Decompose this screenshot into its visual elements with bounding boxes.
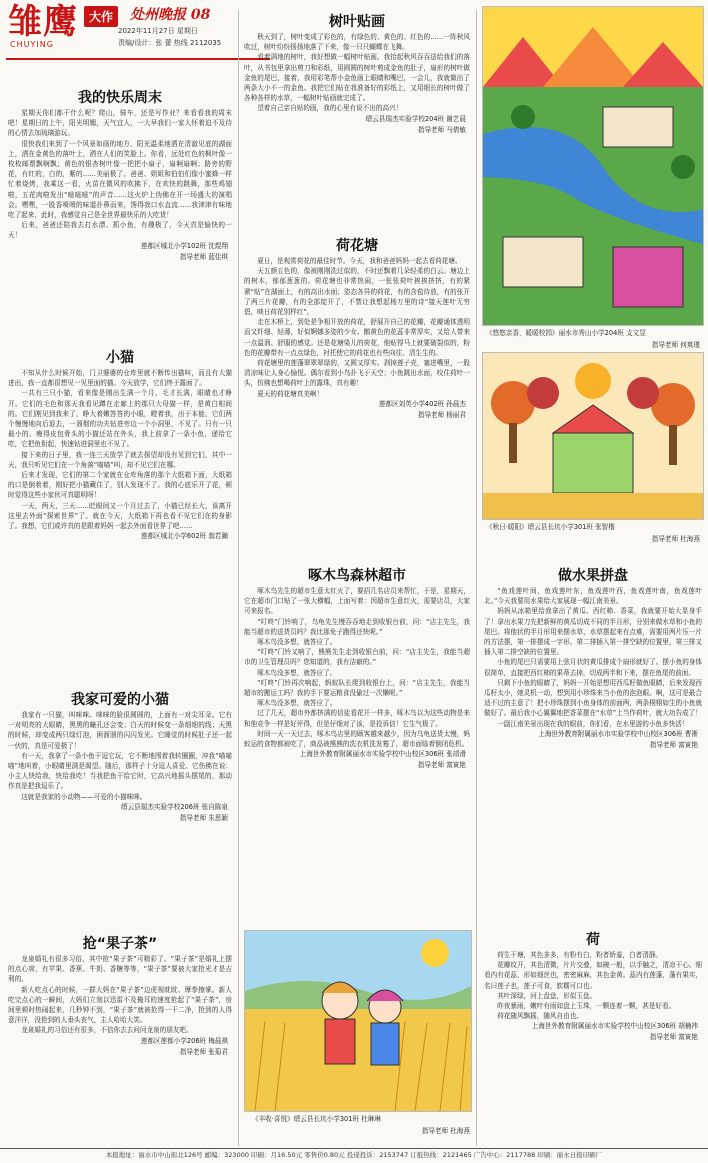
teacher-line: 指导老师 富寅艳 — [417, 761, 466, 770]
paragraph: 新人吃点心的时候，一群大妈在“果子茶”边虎视眈眈、摩拳擦掌。新人吃完点心的一瞬间，大妈们立刻以迅雷不及掩耳的速度抢起了“果子茶”，房间里顿时热闹起来，几秒钟不到，“果子茶”就被抢得一干二净，抢到的人得意洋洋，没抢到的人垂头丧气，主人哈哈大笑。 — [8, 985, 232, 1025]
artwork-teacher: 指导老师 杜海燕 — [421, 1127, 470, 1135]
artwork-teacher: 指导老师 杜海燕 — [651, 535, 700, 543]
artwork-harvest — [244, 930, 472, 1112]
article-title: 抢“果子茶” — [82, 936, 158, 952]
paragraph: 小鱼的尾巴只需要用上弦月状的黄瓜排成个扇形就好了。摆小鱼的身体很简单，直接把西红柿的果蒂去掉，切成两半和下来，摆在鱼尾的前面。 — [484, 658, 702, 677]
paragraph: 秋天到了，树叶变成了彩色的，有绿色的、黄色的、红色的……一阵秋风吹过，树叶纷纷扬扬地落了下来，像一只只蝴蝶在飞舞。 — [244, 33, 470, 52]
paragraph: “鱼戏莲叶间，鱼戏莲叶东，鱼戏莲叶西，鱼戏莲叶南，鱼戏莲叶北。”今天我要用水果给大家展现一幅江南美景。 — [484, 587, 702, 606]
section-tag: 大作 — [84, 6, 118, 27]
paragraph: 啄木鸟没多想，就答应了。 — [257, 668, 337, 677]
author-line: 上海世外教育附属丽水市实验学校中山校区306班 张靖滑 — [299, 750, 466, 759]
paragraph: 龙泉婚礼有很多习俗，其中抢“果子茶”可精彩了。“果子茶”是婚礼上摆的点心席，有苹果、香蕉、牛奶、香糖等等，“果子茶”要被大家抢光才是吉利的。 — [8, 955, 232, 984]
author-line: 缙云县瑞杰实验学校204班 谢艺晨 — [365, 114, 466, 123]
paragraph: 龙泉婚礼的习俗还有很多，不信你去去问问龙泉的朋友吧。 — [21, 1026, 193, 1035]
teacher-line: 指导老师 蓝佳琪 — [179, 252, 228, 261]
article-weekend — [8, 88, 232, 344]
column-divider — [238, 10, 239, 1146]
paragraph: 只剩下小鱼的眼睛了，妈妈一开始是想用西瓜籽做鱼眼睛，后来发现西瓜籽太小，她灵机一动，想到用小珍珠来当小鱼的泡泡眼。啊，这可是最合适不过的主意了！把小珍珠摆到小鱼身体的前面两，两条栩栩如生的小鱼就做好了。最后我小心翼翼地把香菜摆在“水草”上当作荷叶，就大功告成了！ — [484, 678, 702, 718]
paragraph: 荷生干塘，其色多多，有粉有白，粉者娇羞，白者清静。 — [497, 951, 663, 959]
artwork-caption: 《秋日·暖阳》缙云县长坑小学301班 张智楷 — [486, 523, 615, 531]
artwork-campus — [482, 6, 704, 326]
teacher-line: 指导老师 富寅艳 — [649, 1033, 698, 1042]
paragraph: “叮咚”门铃再次响起，蚂蚁队长爬到收银台上，问：“店主先生，我能当超市的搬运工吗？我的手下要运粮食没偷过一次懒呢。” — [244, 678, 470, 698]
article-kitten — [8, 348, 232, 684]
author-line: 缙云县瑞杰实验学校206班 张自陈泉 — [121, 802, 228, 811]
article-lotus-poem — [484, 930, 702, 1144]
paragraph: 昨夜暴雨，嫩叶有雨如盘上玉珠，一颗连着一颗，甚是好看。 — [497, 1002, 676, 1011]
author-line: 上海世外教育附属丽水市实验学校中山校区306班 曹淅 — [538, 729, 698, 738]
teacher-line: 指导老师 富寅艳 — [649, 740, 698, 749]
article-title: 我家可爱的小猫 — [71, 692, 169, 708]
article-leaf-art — [244, 12, 470, 236]
paragraph: 看着满地的树叶，我好想做一幅树叶贴画。我拾起秋风吞吞送给我们的落叶，从书包里拿出剪刀和彩纸，用圆圆的树叶剪成金鱼的肚子，扇形的树叶做金鱼的尾巴，接着，我用彩笔帮小金鱼画上眼睛和嘴巴，一会儿，我就做出了两条大小不一的金鱼。我把它们贴在我准备好的彩纸上，又用细长的树叶做了各种各样的水草，一幅树叶贴画就完成了。 — [244, 53, 470, 103]
paragraph: 走在木桥上，到处是争相开放的荷花，舒展开自己的花瓣，花瓣通体透明而又纤细、轻薄，好似婀娜多姿的少女。鹅黄色的花蕊非常厚实，又给人带来一点温润、舒服的感觉。还是花塘染儿的荷花，他贴得马上就要破裂似的，粉色的花瓣带有一点点绿色，衬托使它的荷花也有些向往、清生生的。 — [244, 318, 470, 357]
article-fruit-fight — [8, 934, 232, 1144]
artwork-caption: 《悠悠亲香，暖暖校园》丽水市秀山小学204班 支文昱 — [486, 329, 646, 337]
paragraph: 啄木鸟没多想，就答应了。 — [257, 699, 337, 708]
author-line: 莲都区城北小学602班 翁若瀚 — [140, 532, 228, 541]
paragraph: 夏日，是观赏荷花的最佳时节。今天，我和爸爸妈妈一起去看荷花塘。 — [257, 257, 462, 265]
paragraph: 荷花塘里的莲蓬翠翠翠绿的，又圆又厚实。剥掉莲子壳，塞进嘴里，一股清凉味让人身心愉悦。偶尔看到小鸟扑飞于天空；小鱼跳出水面，咬住荷叶一头，仿佛也想喝荷叶上的露珠，真有趣！ — [244, 359, 470, 388]
editor-line: 责编/设计：张 蕾 热线 2112035 — [118, 39, 222, 47]
paragraph: “叮咚”门铃响了，乌龟先生慢吞吞地走到收银台前，问：“店主先生，我能当超市的送货员吗？我比那免子跑得还快呢。” — [244, 617, 470, 636]
article-lotus-pond — [244, 236, 470, 556]
teacher-line: 指导老师 朱思颖 — [179, 813, 228, 822]
paragraph: 其叶深绿，河上盘盘，形似玉盘。 — [497, 991, 597, 1000]
author-line: 莲都区刘英小学402班 孙晨杰 — [378, 399, 466, 408]
paragraph: 啄木鸟先生的超市生意太红火了，要招几名店员来帮忙，于是，星期天，它在超市门口贴了一张大横幅，上面写着：因超市生意红火，需要店员，大家可来报名。 — [244, 587, 470, 616]
paragraph: 妈妈从冰箱里给我拿出了黄瓜、西红柿、香菜，我就要开始大显身手了！拿出水果刀先把新鲜的黄瓜切成不同的半月形，分别来做水草和小鱼的尾巴。将他状的半月形用来摆水草，水草摆起来有点难，需要用两片压一片的方法摆，第一排摆成一字形，第二排插入第一排空缺的位置里，第三排又插入第二排空缺的位置里。 — [484, 607, 702, 657]
masthead-rule — [6, 58, 270, 60]
paragraph: 这就是我家的小动物——可爱的小猫咪咪。 — [21, 792, 147, 801]
author-line: 莲都区莲都小学206班 梅晨祺 — [140, 1036, 228, 1045]
article-woodpecker — [244, 566, 470, 926]
paragraph: 我家有一只猫，叫咪咪。咪咪的脸很圆圆的，上面有一对尖耳朵。它有一对明亮的大眼睛，黑黑的瞳孔还会变；白天的时候变一条细细的线；天黑的时候，却变成两只绿灯泡，困溜溜的闪闪发光。它睡觉的时候肚子还一起一伏的，真是可爱极了！ — [8, 711, 232, 750]
article-puppy — [8, 690, 232, 926]
paragraph: 夏天的荷花塘真美啊！ — [257, 389, 324, 398]
paragraph: 接下来的日子里，我一连三天放学了就去探望却没有见到它们，其中一天，我只听见它们在一个角落“喵喵”叫，却不见它们在哪。 — [8, 450, 232, 469]
paragraph: 不知从什么时候开始，门卫婆婆的仓库里就不断传出猫叫，而且有大猫进出，我一直都很想见一见里面的猫。今天放学，它们终于露面了。 — [8, 369, 232, 388]
harvest-painting — [245, 931, 471, 1111]
paragraph: 过了几天，超市外都挤满的信徒看花开一样多，啄木鸟以为这些动物是来和他竞争一样是好评得，但是仔细对了该，是投诉信！它生气极了。 — [244, 709, 470, 728]
column-divider — [476, 10, 477, 1146]
paragraph: 天五颜五色的，像被刚刚洗过似的，不时还飘着几朵轻柔的白云。塘边上的树木，郁郁葱葱的。荷花塘也非常热闹，一张张荷叶挨挨挤挤，有的紧紧“贴”在湖面上，有的高出水面；姿态各异的荷花，有的含苞待放，有的张开了两三片花瓣，有的全部绽开了，不禁让我想起杨万里的诗“接天莲叶无穷碧，映日荷花别样红”。 — [244, 267, 470, 317]
paragraph: 一天，两天，三天……眨眼间又一个月过去了，小猫已经长大，该离开这里去外面“探索世界”了。就在今天，大纸箱下再也看不见它们在的身影了。我想，它们或许真的是跟着妈妈一起去外面看世界了吧…… — [8, 501, 232, 531]
paragraph: 荷花随风飘摇，随风自由也。 — [497, 1012, 583, 1021]
article-title: 荷 — [586, 932, 600, 948]
paragraph: 有一天，我拿了一条小鱼干逗它玩，它不断地围着我转圈圈，冲我“喵喵喵”地叫着，小眼睛里满是渴望。随后，那样子十分逗人喜爱。它伤佛在说：小主人快给我，快给我吃！当我把鱼干给它时，它高兴地摇头摆尾的，那动作真是把我逗乐了。 — [8, 751, 232, 791]
paragraph: 一共有三只小猫，看来像是刚出生满一个月，毛才长满，眼睛也才睁开。它们的毛色和那天我看见蹲在走廊上的那只大母猫一样，是黄白相间的。它们刚见到我来了，睁大着嫩答答的小眼，瞪着我，出于本能，它们两个慢慢地向后退去，一溜烟的功夫钻进旁边一个小洞里，不见了。只有一只最小的、瘦得皮包骨头的小猫还站在外头，我上前拿了一条小鱼，递给它吃，它把鱼衔起，快速钻进洞里也不见了。 — [8, 389, 232, 449]
article-title: 我的快乐周末 — [78, 90, 162, 106]
paragraph: 星期天你们都干什么呢？爬山，骑车，还是写作业？来看看我的周末吧！星期日的上午，阳光明媚，天气宜人，一大早我们一家人怀着迫不及待的心情去加琉璃游玩。 — [8, 109, 232, 138]
teacher-line: 指导老师 马倩敏 — [417, 125, 466, 134]
paragraph: 啄木鸟没多想，就答应了。 — [257, 638, 337, 647]
article-title: 啄木鸟森林超市 — [308, 568, 406, 584]
teacher-line: 指导老师 杨丽君 — [417, 410, 466, 419]
article-title: 荷花塘 — [336, 238, 378, 254]
footer-info: 本报地址：丽水市中山街北126号 邮编：323000 印刷：月16.50元 零售价0.80元 投递投诉：2153747 订报热线：2121465 广告中心：2117788 印刷：丽水日报印刷厂 — [0, 1148, 708, 1163]
author-line: 上海世外教育附属丽水市实验学校中山校区306班 胡楠祎 — [531, 1022, 698, 1031]
masthead-logo: 雏鹰 — [8, 2, 78, 42]
artwork-caption: 《丰收·喜悦》缙云县长坑小学301班 杜琳琳 — [252, 1115, 381, 1123]
artwork-autumn — [482, 352, 704, 520]
author-line: 莲都区城北小学102班 沈煜翔 — [140, 241, 228, 250]
paragraph: 一副江南美景出现在我的眼前，你们看，在水里游的小鱼多快活！ — [497, 719, 689, 728]
masthead-logo-sub: CHUYING — [10, 40, 54, 49]
paragraph: “叮咚”门铃又响了，熊熊先生走到收银台前，问：“店主先生，我能当超市的卫生管理员吗？您知道的，我有洁癖的。” — [244, 648, 470, 667]
paragraph: 时间一天一天过去，啄木鸟店里的顾客越来越少，因为乌龟送货太慢，蚂蚁运的食物都被吃了，商品被熊熊的洗衣机洗发霉了，超市面临着倒闭危机。 — [244, 729, 470, 749]
autumn-painting — [483, 353, 703, 519]
paragraph: 后来，爸爸还陪我去打水漂、抓小鱼，有趣极了，今天真是愉快的一天！ — [8, 221, 232, 240]
article-title: 树叶贴画 — [329, 14, 385, 30]
article-fruit-plate — [484, 566, 702, 912]
paragraph: 望着自己亲自贴的画，我的心里有说不出的高兴！ — [257, 104, 403, 113]
article-title: 做水果拼盘 — [558, 568, 628, 584]
paragraph: 花瓣纹开，其色清微，片片交叠，如碗一般，以手触之，清凉干心。细看内有花蕊，形如细丝也，密密麻麻，其色金黄。蕊内有莲蓬，蓬有果实，名曰莲子也，莲子可食，软糯可口也。 — [484, 961, 702, 990]
paragraph: 很快我们来到了一个风景如画的地方，阳光温柔地洒在清澈见底的湖面上，洒在金黄色的落叶上，洒在人们的笑脸上。你看，远处红色的枫叶像一枚枚邮票飘啊飘；黄色的银杏树叶像一把把小扇子，扇啊扇啊；路旁的野花，有红的，白的，紫的……美丽极了。爸爸、姐姐和伯伯们像小蜜蜂一样忙着烧烤，我乘这一看，火苗在微风的吹拂下，在欢快的跳舞，那些鸡翅啦，五花肉啦发出“嗞嗞嗞”的声音……这火炉上伪佛在开一场盛大的演唱会。嘿嘿，一股香喷喷的味道扑鼻而来，馋得我口水直流……我津津有味地吃了起来，此时，我感觉自己是全世界最快乐的大吃货！ — [8, 139, 232, 220]
campus-painting — [483, 7, 703, 325]
issue-date: 2022年11月27日 星期日 — [118, 27, 198, 35]
paper-name: 处州晚报 08 — [130, 7, 211, 23]
article-title: 小猫 — [106, 350, 134, 366]
teacher-line: 指导老师 张菊君 — [179, 1047, 228, 1056]
artwork-teacher: 指导老师 何爽瑾 — [651, 341, 700, 349]
paragraph: 后来才发现，它们的第二个家就在仓库角落的那个大纸箱下面，大纸箱的口是倒着着，刚好把小猫藏住了，别人发现不了。我的心底乐开了花，顿时觉得这些小家伙可真聪明呀！ — [8, 471, 232, 500]
